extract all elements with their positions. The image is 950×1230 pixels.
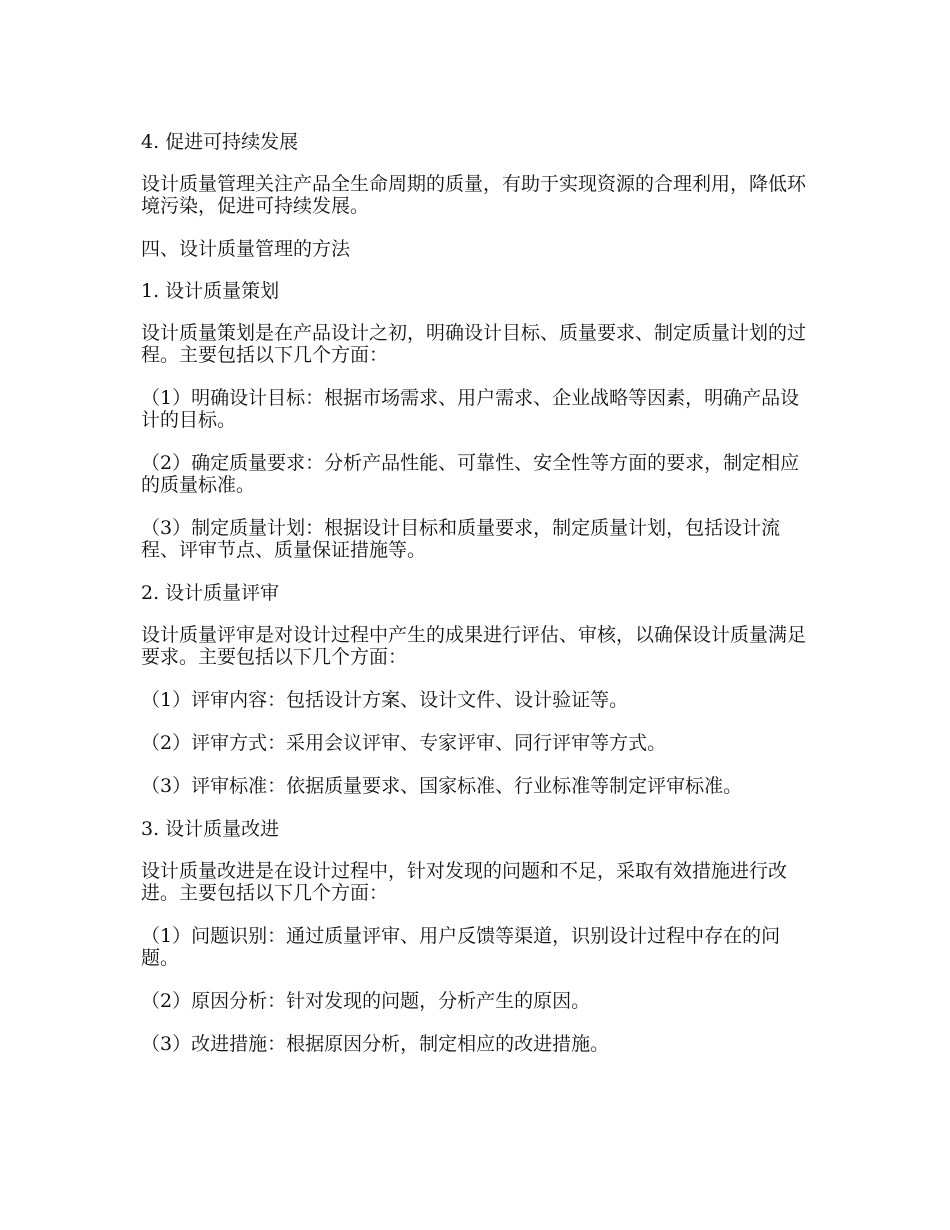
list-item-planning-1: （1）明确设计目标：根据市场需求、用户需求、企业战略等因素，明确产品设计的目标。 [141, 387, 800, 431]
list-item-improvement-1: （1）问题识别：通过质量评审、用户反馈等渠道，识别设计过程中存在的问题。 [141, 925, 781, 969]
paragraph-quality-review-intro: 设计质量评审是对设计过程中产生的成果进行评估、审核，以确保设计质量满足要求。主要包括以下几个方面： [141, 624, 807, 668]
list-item-planning-3: （3）制定质量计划：根据设计目标和质量要求，制定质量计划，包括设计流程、评审节点、质量保证措施等。 [141, 517, 781, 561]
section-heading-quality-planning: 1. 设计质量策划 [141, 280, 280, 302]
section-heading-quality-review: 2. 设计质量评审 [141, 582, 280, 604]
chapter-heading-methods: 四、设计质量管理的方法 [141, 238, 351, 260]
paragraph-sustainable-development: 设计质量管理关注产品全生命周期的质量，有助于实现资源的合理利用，降低环境污染，促进可持续发展。 [141, 173, 807, 217]
list-item-review-1: （1）评审内容：包括设计方案、设计文件、设计验证等。 [141, 689, 629, 711]
list-item-improvement-3: （3）改进措施：根据原因分析，制定相应的改进措施。 [141, 1033, 610, 1055]
list-item-review-2: （2）评审方式：采用会议评审、专家评审、同行评审等方式。 [141, 732, 667, 754]
list-item-planning-2: （2）确定质量要求：分析产品性能、可靠性、安全性等方面的要求，制定相应的质量标准。 [141, 452, 800, 496]
section-heading-sustainable-development: 4. 促进可持续发展 [141, 131, 299, 153]
list-item-improvement-2: （2）原因分析：针对发现的问题，分析产生的原因。 [141, 990, 591, 1012]
section-heading-quality-improvement: 3. 设计质量改进 [141, 818, 280, 840]
document-page [141, 131, 807, 1076]
paragraph-quality-planning-intro: 设计质量策划是在产品设计之初，明确设计目标、质量要求、制定质量计划的过程。主要包括以下几个方面： [141, 322, 807, 366]
paragraph-quality-improvement-intro: 设计质量改进是在设计过程中，针对发现的问题和不足，采取有效措施进行改进。主要包括以下几个方面： [141, 860, 788, 904]
list-item-review-3: （3）评审标准：依据质量要求、国家标准、行业标准等制定评审标准。 [141, 775, 743, 797]
